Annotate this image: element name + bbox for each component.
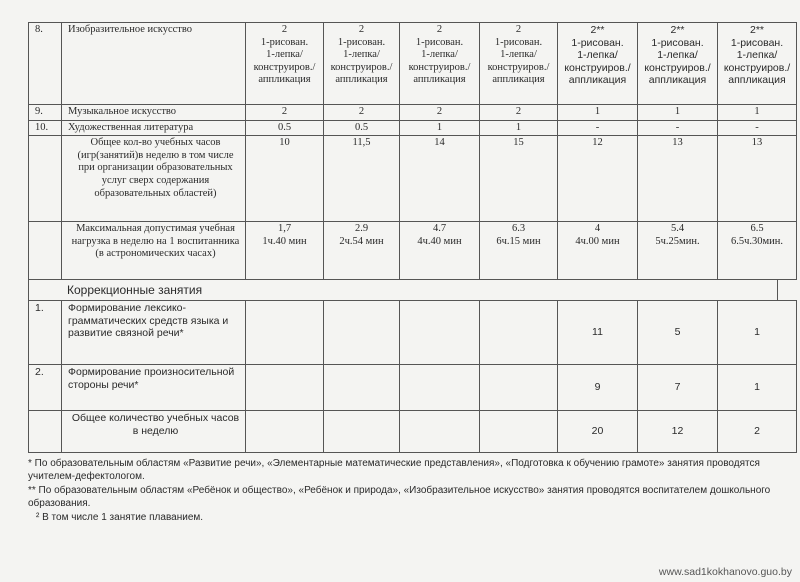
hours-cell: 6.5 6.5ч.30мин. bbox=[718, 222, 797, 280]
hours-cell: 2 1-рисован. 1-лепка/ конструиров./ аппликация bbox=[400, 23, 480, 105]
hours-cell: 1 bbox=[718, 365, 797, 411]
subject-name: Формирование произносительной стороны речи* bbox=[62, 365, 246, 411]
hours-cell: 5.4 5ч.25мин. bbox=[638, 222, 718, 280]
hours-cell bbox=[480, 365, 558, 411]
hours-cell: 6.3 6ч.15 мин bbox=[480, 222, 558, 280]
hours-cell: 13 bbox=[638, 136, 718, 222]
table-row bbox=[29, 365, 797, 411]
table-row bbox=[29, 411, 797, 453]
hours-cell bbox=[324, 301, 400, 365]
hours-cell: 2 1-рисован. 1-лепка/ конструиров./ аппликация bbox=[324, 23, 400, 105]
table-row bbox=[29, 136, 797, 222]
footnote: ** По образовательным областям «Ребёнок и общество», «Ребёнок и природа», «Изобразительное искусство» занятия проводятся воспитателем дошкольного образования. bbox=[28, 485, 771, 509]
footnotes bbox=[28, 458, 778, 525]
subject-name: Формирование лексико-грамматических средств языка и развитие связной речи* bbox=[62, 301, 246, 365]
hours-cell: 1 bbox=[558, 105, 638, 121]
hours-cell: 2 bbox=[480, 105, 558, 121]
hours-cell bbox=[400, 301, 480, 365]
subject-name: Максимальная допустимая учебная нагрузка в неделю на 1 воспитанника (в астрономических часах) bbox=[62, 222, 246, 280]
hours-cell bbox=[324, 411, 400, 453]
hours-cell: 10 bbox=[246, 136, 324, 222]
site-url: www.sad1kokhanovo.guo.by bbox=[658, 566, 792, 578]
hours-cell: 1,7 1ч.40 мин bbox=[246, 222, 324, 280]
hours-cell bbox=[246, 411, 324, 453]
hours-cell: 13 bbox=[718, 136, 797, 222]
hours-cell: 1 bbox=[480, 120, 558, 136]
row-number bbox=[29, 136, 62, 222]
hours-cell: 2** 1-рисован. 1-лепка/ конструиров./ аппликация bbox=[558, 23, 638, 105]
row-number: 10. bbox=[29, 120, 62, 136]
hours-cell bbox=[246, 365, 324, 411]
hours-cell: 12 bbox=[558, 136, 638, 222]
curriculum-sheet bbox=[28, 22, 791, 527]
hours-cell bbox=[480, 301, 558, 365]
row-number: 1. bbox=[29, 301, 62, 365]
hours-cell bbox=[400, 411, 480, 453]
hours-cell: 1 bbox=[718, 105, 797, 121]
hours-cell bbox=[480, 411, 558, 453]
hours-cell: 2 bbox=[400, 105, 480, 121]
hours-cell: 11 bbox=[558, 301, 638, 365]
table-row bbox=[29, 120, 797, 136]
hours-cell: 1 bbox=[400, 120, 480, 136]
hours-cell: 5 bbox=[638, 301, 718, 365]
hours-cell: 15 bbox=[480, 136, 558, 222]
row-number bbox=[29, 222, 62, 280]
hours-cell: 11,5 bbox=[324, 136, 400, 222]
hours-cell: - bbox=[558, 120, 638, 136]
subject-name: Художественная литература bbox=[62, 120, 246, 136]
hours-cell: 2 bbox=[324, 105, 400, 121]
hours-cell: 2.9 2ч.54 мин bbox=[324, 222, 400, 280]
subject-name: Общее кол-во учебных часов (игр(занятий)в неделю в том числе при организации образовательных услуг сверх содержания образовательных областей) bbox=[62, 136, 246, 222]
hours-cell: 2** 1-рисован. 1-лепка/ конструиров./ аппликация bbox=[638, 23, 718, 105]
correction-table bbox=[28, 300, 797, 453]
hours-cell: 0.5 bbox=[324, 120, 400, 136]
hours-cell: 12 bbox=[638, 411, 718, 453]
hours-cell: 2 bbox=[246, 105, 324, 121]
hours-cell: 9 bbox=[558, 365, 638, 411]
footnote: ² В том числе 1 занятие плаванием. bbox=[36, 512, 204, 524]
hours-cell: 4 4ч.00 мин bbox=[558, 222, 638, 280]
table-row bbox=[29, 23, 797, 105]
subject-name: Музыкальное искусство bbox=[62, 105, 246, 121]
hours-cell: 0.5 bbox=[246, 120, 324, 136]
row-number: 2. bbox=[29, 365, 62, 411]
hours-cell: 2** 1-рисован. 1-лепка/ конструиров./ аппликация bbox=[718, 23, 797, 105]
hours-cell: 4.7 4ч.40 мин bbox=[400, 222, 480, 280]
table-row bbox=[29, 301, 797, 365]
curriculum-table bbox=[28, 22, 797, 280]
hours-cell bbox=[246, 301, 324, 365]
hours-cell: 2 1-рисован. 1-лепка/ конструиров./ аппликация bbox=[480, 23, 558, 105]
hours-cell: - bbox=[718, 120, 797, 136]
row-number bbox=[29, 411, 62, 453]
row-number: 9. bbox=[29, 105, 62, 121]
hours-cell: 2 1-рисован. 1-лепка/ конструиров./ аппликация bbox=[246, 23, 324, 105]
table-row bbox=[29, 222, 797, 280]
section-title: Коррекционные занятия bbox=[28, 280, 778, 300]
hours-cell: 20 bbox=[558, 411, 638, 453]
hours-cell: 14 bbox=[400, 136, 480, 222]
hours-cell: 2 bbox=[718, 411, 797, 453]
hours-cell: - bbox=[638, 120, 718, 136]
hours-cell: 1 bbox=[638, 105, 718, 121]
hours-cell bbox=[324, 365, 400, 411]
subject-name: Изобразительное искусство bbox=[62, 23, 246, 105]
hours-cell: 7 bbox=[638, 365, 718, 411]
table-row bbox=[29, 105, 797, 121]
subject-name: Общее количество учебных часов в неделю bbox=[62, 411, 246, 453]
hours-cell: 1 bbox=[718, 301, 797, 365]
row-number: 8. bbox=[29, 23, 62, 105]
hours-cell bbox=[400, 365, 480, 411]
footnote: * По образовательным областям «Развитие речи», «Элементарные математические представления», «Подготовка к обучению грамоте» занятия проводятся учителем-дефектологом. bbox=[28, 458, 760, 482]
